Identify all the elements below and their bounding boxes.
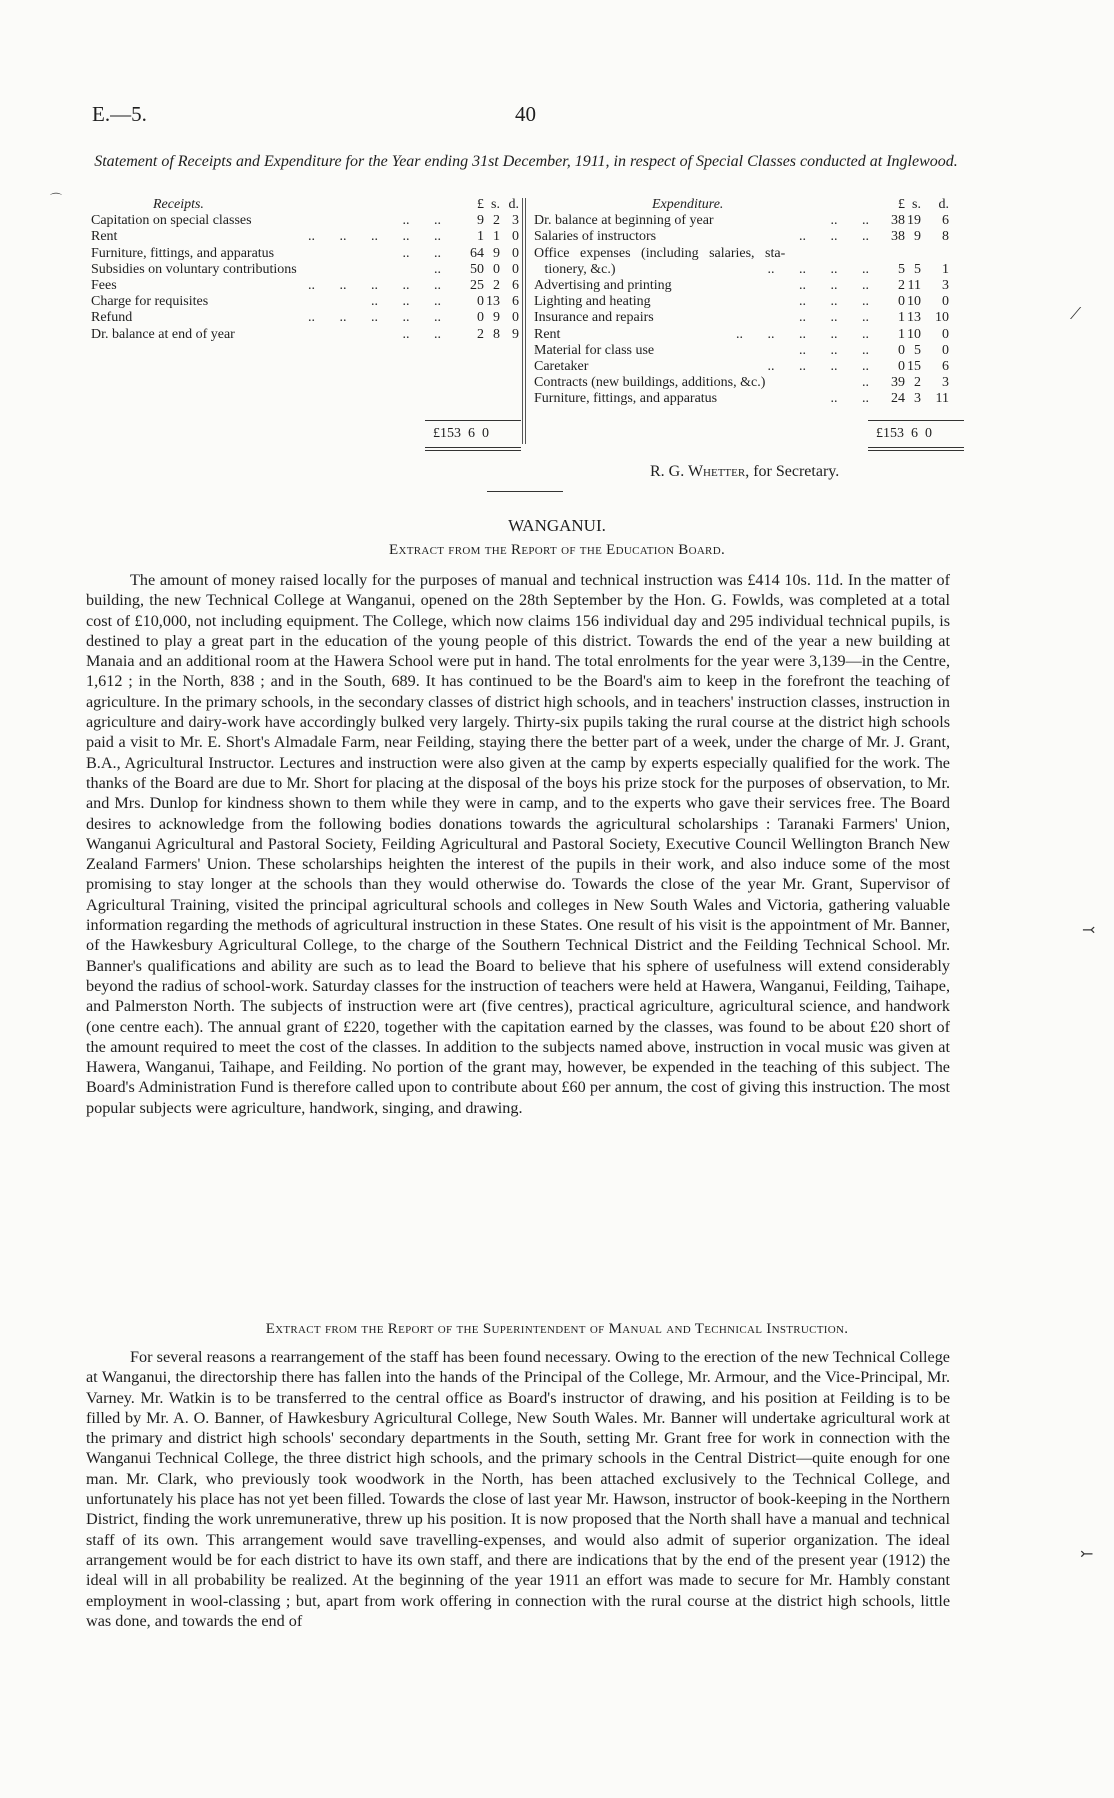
scan-mark: ⟋ bbox=[1070, 306, 1082, 323]
expenditure-row bbox=[534, 391, 964, 407]
expenditure-leader-dots: .. .. .. bbox=[799, 229, 869, 245]
expenditure-leader-dots: .. .. bbox=[830, 213, 869, 229]
expenditure-row bbox=[534, 310, 964, 326]
expenditure-total-rule bbox=[868, 420, 964, 421]
expenditure-row bbox=[534, 343, 964, 359]
expenditure-heading: Expenditure. bbox=[652, 197, 724, 212]
receipt-leader-dots: .. .. .. .. .. bbox=[308, 310, 441, 326]
section-subtitle: Extract from the Report of the Education Board. bbox=[388, 542, 725, 558]
expenditure-pence: 6 bbox=[942, 213, 949, 229]
shillings-head: s. bbox=[912, 197, 921, 212]
receipt-row bbox=[91, 213, 521, 229]
table-divider bbox=[522, 198, 523, 444]
expenditure-shillings: 10 bbox=[907, 326, 921, 342]
section2-subtitle: Extract from the Report of the Superintendent of Manual and Technical Instruction. bbox=[265, 1321, 849, 1337]
receipt-pence: 6 bbox=[512, 294, 519, 310]
expenditure-row bbox=[534, 375, 964, 391]
expenditure-leader-dots: .. .. .. .. bbox=[767, 358, 869, 374]
receipts-total bbox=[433, 426, 489, 442]
receipts-header-row bbox=[91, 197, 521, 213]
statement-title: Statement of Receipts and Expenditure for the Year ending 31st December, 1911, in respect of Special Classes conducted at Inglewood. bbox=[94, 153, 958, 170]
expenditure-leader-dots: .. .. .. .. bbox=[767, 261, 869, 277]
receipt-pounds: 9 bbox=[477, 213, 484, 229]
expenditure-row bbox=[534, 294, 964, 310]
expenditure-leader-dots: .. bbox=[862, 375, 869, 391]
receipt-pence: 0 bbox=[512, 261, 519, 277]
expenditure-double-rule bbox=[868, 450, 964, 451]
expenditure-pounds: 24 bbox=[891, 391, 905, 407]
receipt-pence: 0 bbox=[512, 229, 519, 245]
expenditure-pence: 0 bbox=[942, 342, 949, 358]
expenditure-row bbox=[534, 327, 964, 343]
table-divider bbox=[525, 198, 526, 444]
section-title: WANGANUI. bbox=[508, 516, 606, 535]
receipts-total-rule bbox=[425, 420, 521, 421]
receipts-table bbox=[91, 197, 521, 457]
expenditure-row bbox=[534, 278, 964, 294]
signature-name: R. G. Whetter bbox=[650, 463, 746, 480]
expenditure-label: Material for class use bbox=[534, 342, 655, 358]
expenditure-table bbox=[534, 197, 964, 457]
receipt-pounds: 0 bbox=[477, 294, 484, 310]
section2-paragraph: For several reasons a rearrangement of the staff has been found necessary. Owing to the erection of the new Technical College at Wanganui, the directorship there has fallen into the hands of the Principal of the College, Mr. Armour, and the Vice-Principal, Mr. Varney. Mr. Watkin is to be transferred to the central office as Board's instructor of drawing, and his position at Feilding is to be filled by Mr. A. O. Banner, of Hawkesbury Agricultural College, New South Wales. Mr. Banner will undertake agricultural work at the primary and district high schools' secondary departments in the South, setting Mr. Grant free for work in connection with the Wanganui Technical College, the three district high schools, and the primary schools in the Central District—quite enough for one man. Mr. Clark, who previously took woodwork in the North, has been attached exclusively to the Technical College, and unfortunately his place has not yet been filled. Towards the close of last year Mr. Hawson, instructor of book-keeping in the Northern District, finding the work unremunerative, threw up his position. It is now proposed that the North shall have a manual and technical staff of its own. This arrangement would save travelling-expenses, and would also admit of superior organization. The ideal arrangement would be for each district to have its own staff, and there are indications that by the end of the present year (1912) the ideal will in all probability be realized. At the beginning of the year 1911 an effort was made to secure for Mr. Hambly constant employment in wool-classing ; but, apart from work offering in connection with the rural course at the district high schools, little was done, and towards the end of bbox=[86, 1348, 950, 1630]
receipt-pence: 0 bbox=[512, 245, 519, 261]
expenditure-pounds: 1 bbox=[898, 326, 905, 342]
receipt-shillings: 2 bbox=[493, 277, 500, 293]
signature-line bbox=[650, 463, 839, 481]
expenditure-shillings: 15 bbox=[907, 358, 921, 374]
receipt-label: Dr. balance at end of year bbox=[91, 326, 235, 342]
expenditure-label: Rent bbox=[534, 326, 561, 342]
expenditure-leader-dots: .. .. .. bbox=[799, 277, 869, 293]
expenditure-label: Office expenses (including salaries, sta- bbox=[534, 245, 786, 261]
receipt-label: Charge for requisites bbox=[91, 294, 209, 310]
receipt-label: Subsidies on voluntary contributions bbox=[91, 261, 297, 277]
expenditure-pounds: 1 bbox=[898, 310, 905, 326]
expenditure-pence: 11 bbox=[935, 391, 949, 407]
receipt-row bbox=[91, 310, 521, 326]
expenditure-label: Furniture, fittings, and apparatus bbox=[534, 391, 718, 407]
expenditure-label: Insurance and repairs bbox=[534, 310, 654, 326]
expenditure-pence: 8 bbox=[942, 229, 949, 245]
expenditure-leader-dots: .. .. .. bbox=[799, 294, 869, 310]
expenditure-pounds: 2 bbox=[898, 277, 905, 293]
scan-mark: ⌒ bbox=[50, 192, 63, 206]
pence-head: d. bbox=[508, 197, 519, 212]
receipt-pence: 0 bbox=[512, 310, 519, 326]
pence-head: d. bbox=[938, 197, 949, 212]
receipt-shillings: 9 bbox=[493, 310, 500, 326]
expenditure-pence: 10 bbox=[935, 310, 949, 326]
section-paragraph: The amount of money raised locally for the purposes of manual and technical instruction was £414 10s. 11d. In the matter of building, the new Technical College at Wanganui, opened on the 28th September by the Hon. G. Fowlds, was completed at a total cost of £10,000, not including equipment. The College, which now claims 156 individual day and 295 individual technical pupils, is destined to play a great part in the education of the young people of this district. Towards the end of the year a new building at Manaia and an additional room at the Hawera School were put in hand. The total enrolments for the year were 3,139—in the Centre, 1,612 ; in the North, 838 ; and in the South, 689. It has continued to be the Board's aim to keep in the forefront the teaching of agriculture. In the primary schools, in the secondary classes of district high schools, and in teachers' instruction classes, instruction in agriculture and dairy-work have accordingly bulked very largely. Thirty-six pupils taking the rural course at the district high schools paid a visit to Mr. E. Short's Almadale Farm, near Feilding, staying there the better part of a week, under the charge of Mr. J. Grant, B.A., Agricultural Instructor. Lectures and instruction were also given at the camp by experts especially qualified for the work. The thanks of the Board are due to Mr. Short for placing at the disposal of the boys his prize stock for the purposes of observation, to Mr. and Mrs. Dunlop for kindness shown to them while they were in camp, and to the experts who gave their services free. The Board desires to acknowledge from the following bodies donations towards the agricultural scholarships : Taranaki Farmers' Union, Wanganui Agricultural and Pastoral Society, Feilding Agricultural and Pastoral Society, Executive Council Wellington Branch New Zealand Farmers' Union. These scholarships heighten the interest of the pupils in their work, and also induce some of the most promising to stay longer at the schools than they would otherwise do. Towards the close of the year Mr. Grant, Supervisor of Agricultural Training, visited the principal agricultural schools and colleges in New South Wales and Victoria, gathering valuable information regarding the methods of agricultural instruction in these States. One result of his visit is the appointment of Mr. Banner, of the Hawkesbury Agricultural College, to the charge of the Southern Technical District and the Feilding Technical School. Mr. Banner's qualifications and ability are such as to lead the Board to believe that his sphere of usefulness will extend considerably beyond the radius of school-work. Saturday classes for the instruction of teachers were held at Hawera, Wanganui, Feilding, Taihape, and Palmerston North. The subjects of instruction were art (five centres), practical agriculture, agricultural science, and handwork (one centre each). The annual grant of £220, together with the capitation earned by the classes, was found to be about £20 short of the amount required to meet the cost of the classes. In addition to the subjects named above, instruction in vocal music was given at Hawera, Wanganui, Taihape, and Feilding. No portion of the grant may, however, be expended in the teaching of this subject. The Board's Administration Fund is therefore called upon to contribute about £60 per annum, the cost of giving this instruction. The most popular subjects were agriculture, handwork, singing, and drawing. bbox=[86, 571, 950, 1117]
expenditure-row bbox=[534, 229, 964, 245]
expenditure-leader-dots: .. .. .. bbox=[799, 342, 869, 358]
receipt-label: Refund bbox=[91, 310, 133, 326]
expenditure-pounds: 38 bbox=[891, 213, 905, 229]
expenditure-shillings: 3 bbox=[914, 391, 921, 407]
expenditure-pence: 0 bbox=[942, 294, 949, 310]
receipt-leader-dots: .. .. bbox=[402, 326, 441, 342]
expenditure-row bbox=[534, 246, 964, 262]
expenditure-label: Caretaker bbox=[534, 358, 589, 374]
receipt-leader-dots: .. .. .. .. .. bbox=[308, 229, 441, 245]
expenditure-pounds: 38 bbox=[891, 229, 905, 245]
scan-mark: ⤙ bbox=[1082, 922, 1096, 939]
expenditure-shillings: 19 bbox=[907, 213, 921, 229]
expenditure-shillings: 9 bbox=[914, 229, 921, 245]
expenditure-leader-dots: .. .. .. bbox=[799, 310, 869, 326]
receipt-pounds: 50 bbox=[470, 261, 484, 277]
page-number: 40 bbox=[515, 102, 536, 126]
expenditure-shillings: 11 bbox=[907, 277, 921, 293]
receipt-pence: 3 bbox=[512, 213, 519, 229]
receipt-pence: 9 bbox=[512, 326, 519, 342]
expenditure-pence: 0 bbox=[942, 326, 949, 342]
receipt-shillings: 9 bbox=[493, 245, 500, 261]
expenditure-shillings: 10 bbox=[907, 294, 921, 310]
expenditure-label: Dr. balance at beginning of year bbox=[534, 213, 714, 229]
receipts-heading: Receipts. bbox=[153, 197, 204, 212]
expenditure-row bbox=[534, 359, 964, 375]
signature-suffix: , for Secretary. bbox=[745, 463, 840, 480]
receipt-label: Rent bbox=[91, 229, 118, 245]
section-separator bbox=[487, 491, 563, 492]
receipt-pounds: 2 bbox=[477, 326, 484, 342]
expenditure-pounds: 39 bbox=[891, 375, 905, 391]
expenditure-leader-dots: .. .. bbox=[830, 391, 869, 407]
expenditure-shillings: 13 bbox=[907, 310, 921, 326]
shillings-head: s. bbox=[491, 197, 500, 212]
expenditure-total-value: £153 6 0 bbox=[876, 426, 932, 441]
receipt-pounds: 0 bbox=[477, 310, 484, 326]
receipt-pounds: 1 bbox=[477, 229, 484, 245]
receipt-leader-dots: .. .. bbox=[402, 213, 441, 229]
receipt-leader-dots: .. .. bbox=[402, 245, 441, 261]
receipt-pounds: 25 bbox=[470, 277, 484, 293]
expenditure-shillings: 5 bbox=[914, 342, 921, 358]
receipt-shillings: 13 bbox=[486, 294, 500, 310]
receipt-label: Fees bbox=[91, 277, 117, 293]
expenditure-label: Salaries of instructors bbox=[534, 229, 657, 245]
pounds-head: £ bbox=[898, 197, 905, 212]
receipts-double-rule bbox=[425, 447, 521, 448]
receipt-pounds: 64 bbox=[470, 245, 484, 261]
receipt-row bbox=[91, 229, 521, 245]
receipt-leader-dots: .. bbox=[434, 261, 441, 277]
expenditure-row bbox=[534, 213, 964, 229]
receipt-shillings: 0 bbox=[493, 261, 500, 277]
expenditure-label: Advertising and printing bbox=[534, 277, 672, 293]
expenditure-pence: 1 bbox=[942, 261, 949, 277]
expenditure-shillings: 5 bbox=[914, 261, 921, 277]
receipt-shillings: 1 bbox=[493, 229, 500, 245]
expenditure-double-rule bbox=[868, 447, 964, 448]
expenditure-label: Contracts (new buildings, additions, &c.) bbox=[534, 375, 766, 391]
receipt-pence: 6 bbox=[512, 277, 519, 293]
receipt-leader-dots: .. .. .. .. .. bbox=[308, 277, 441, 293]
expenditure-row bbox=[534, 262, 964, 278]
expenditure-leader-dots: .. .. .. .. .. bbox=[736, 326, 869, 342]
expenditure-pence: 3 bbox=[942, 277, 949, 293]
expenditure-header-row bbox=[534, 197, 964, 213]
expenditure-shillings: 2 bbox=[914, 375, 921, 391]
receipt-row bbox=[91, 246, 521, 262]
receipt-row bbox=[91, 327, 521, 343]
expenditure-pounds: 5 bbox=[898, 261, 905, 277]
receipt-label: Furniture, fittings, and apparatus bbox=[91, 245, 275, 261]
receipt-leader-dots: .. .. .. bbox=[371, 294, 441, 310]
expenditure-total bbox=[876, 426, 932, 442]
scan-mark: ⤚ bbox=[1080, 1546, 1094, 1563]
expenditure-pounds: 0 bbox=[898, 342, 905, 358]
receipt-label: Capitation on special classes bbox=[91, 213, 252, 229]
receipts-total-value: £153 6 0 bbox=[433, 426, 489, 441]
expenditure-pounds: 0 bbox=[898, 294, 905, 310]
pounds-head: £ bbox=[477, 197, 484, 212]
expenditure-label: Lighting and heating bbox=[534, 294, 651, 310]
receipt-row bbox=[91, 278, 521, 294]
document-reference: E.—5. bbox=[92, 102, 147, 126]
receipt-shillings: 8 bbox=[493, 326, 500, 342]
expenditure-pence: 3 bbox=[942, 375, 949, 391]
expenditure-pounds: 0 bbox=[898, 358, 905, 374]
receipts-double-rule bbox=[425, 450, 521, 451]
receipt-row bbox=[91, 294, 521, 310]
receipt-row bbox=[91, 262, 521, 278]
receipt-shillings: 2 bbox=[493, 213, 500, 229]
expenditure-pence: 6 bbox=[942, 358, 949, 374]
expenditure-label: tionery, &c.) bbox=[534, 261, 616, 277]
